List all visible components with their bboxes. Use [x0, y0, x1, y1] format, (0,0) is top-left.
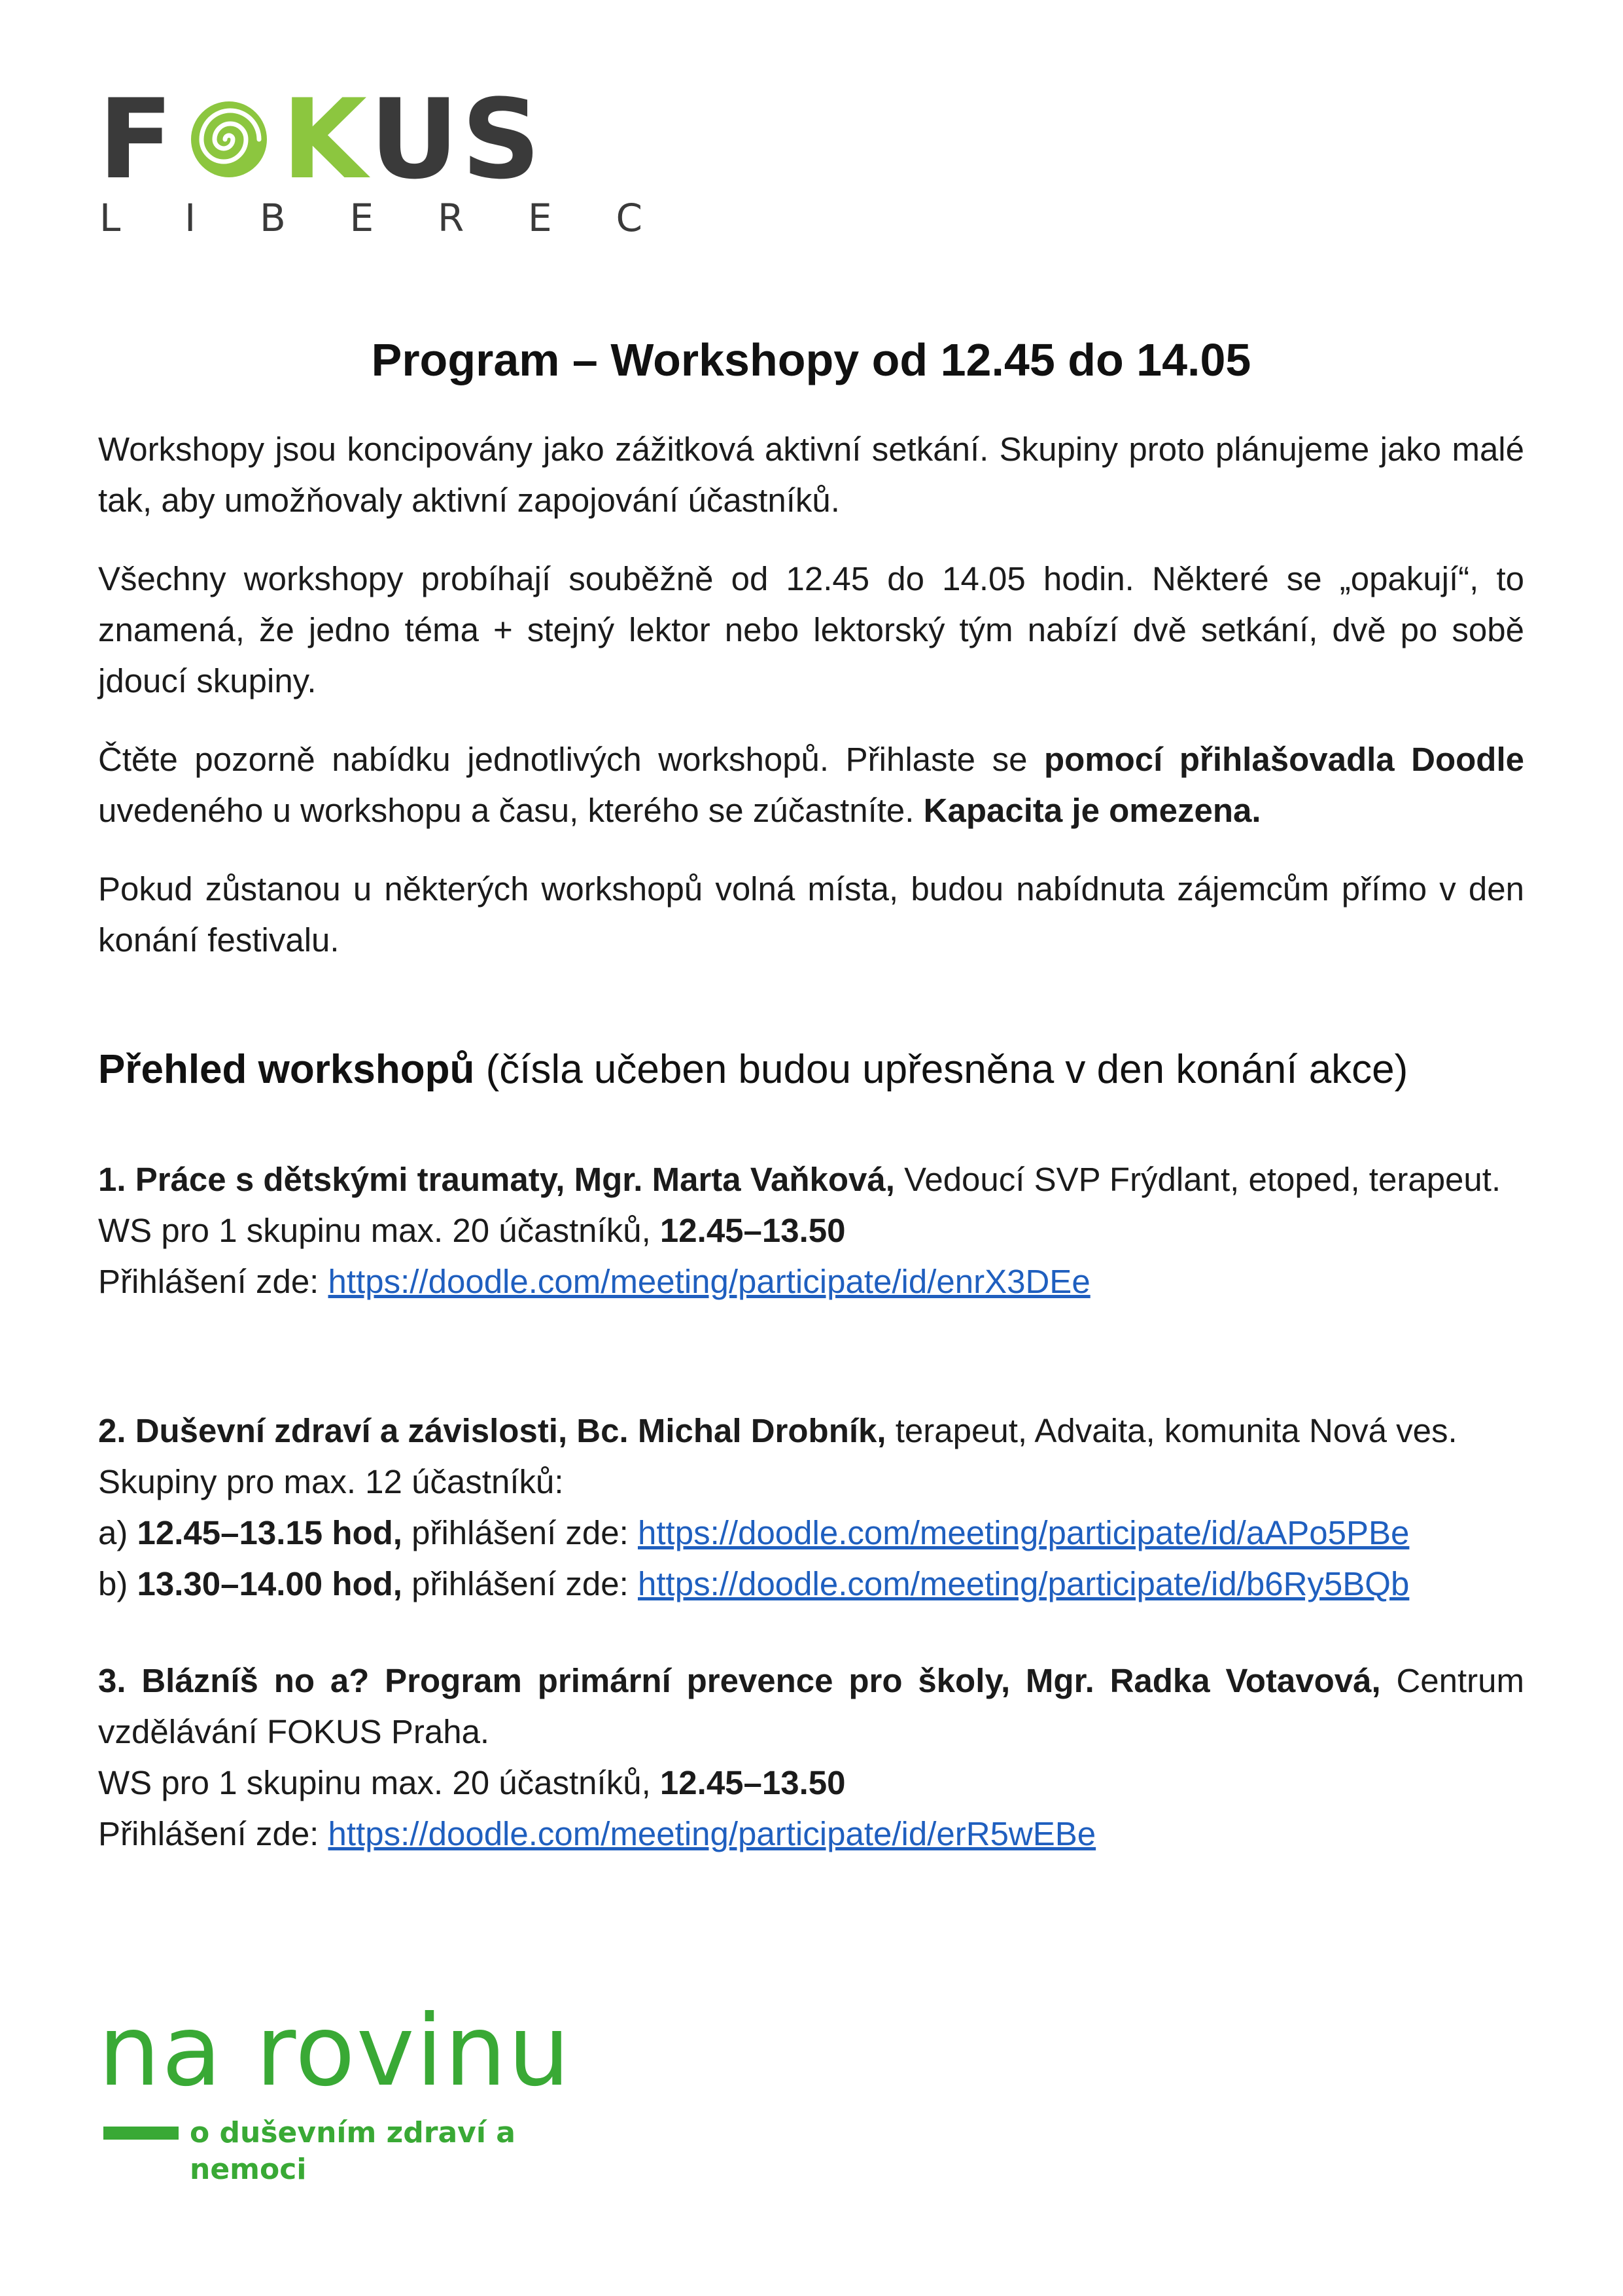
login-label: přihlášení zde:: [402, 1514, 638, 1551]
logo-subtitle-letter: E: [528, 196, 552, 240]
overview-title: Přehled workshopů: [98, 1047, 475, 1092]
workshop-capacity: [98, 1205, 1524, 1256]
doodle-link[interactable]: https://doodle.com/meeting/participate/id/b6Ry5BQb: [638, 1565, 1410, 1602]
workshop-heading: [98, 1655, 1524, 1757]
workshop-heading: [98, 1154, 1524, 1205]
na-rovinu-tagline: o duševním zdraví a nemoci: [190, 2116, 515, 2186]
na-rovinu-wordmark: na rovinu: [98, 1994, 572, 2108]
workshop-heading: [98, 1405, 1524, 1457]
capacity-text: WS pro 1 skupinu max. 20 účastníků,: [98, 1764, 660, 1801]
registration-paragraph: [98, 734, 1524, 836]
workshop-title: 1. Práce s dětskými traumaty, Mgr. Marta Vaňková,: [98, 1161, 895, 1198]
workshop-login: [98, 1256, 1524, 1307]
workshop-time: 12.45–13.50: [659, 1212, 846, 1249]
slot-time: 12.45–13.15 hod,: [137, 1514, 402, 1551]
intro-paragraph: Workshopy jsou koncipovány jako zážitková aktivní setkání. Skupiny proto plánujeme jako malé tak, aby umožňovaly aktivní zapojování účastníků.: [98, 431, 1524, 519]
slot-time: 13.30–14.00 hod,: [137, 1565, 402, 1602]
na-rovinu-logo: [98, 1994, 621, 2186]
login-label: přihlášení zde:: [402, 1565, 638, 1602]
logo-subtitle-letter: E: [349, 196, 374, 240]
workshop-slot-b: [98, 1559, 1524, 1610]
login-label: Přihlášení zde:: [98, 1815, 328, 1852]
fokus-liberec-logo: [98, 75, 654, 247]
logo-subtitle-letter: L: [99, 196, 121, 240]
logo-subtitle-letter: C: [616, 196, 642, 240]
logo-subtitle-letter: R: [437, 196, 464, 240]
workshop-description: terapeut, Advaita, komunita Nová ves.: [886, 1412, 1457, 1449]
slot-prefix: b): [98, 1565, 137, 1602]
logo-letter: S: [461, 75, 544, 203]
page-title: Program – Workshopy od 12.45 do 14.05: [371, 334, 1251, 385]
workshop-2: [98, 1405, 1524, 1610]
schedule-paragraph: Všechny workshopy probíhají souběžně od 12.45 do 14.05 hodin. Některé se „opakují“, to znamená, že jedno téma + stejný lektor nebo lektorský tým nabízí dvě setkání, dvě po sobě jdoucí skupiny.: [98, 560, 1524, 699]
workshop-slot-a: [98, 1508, 1524, 1559]
workshop-title: 3. Blázníš no a? Program primární prevence pro školy, Mgr. Radka Votavová,: [98, 1662, 1381, 1699]
logo-letter: K: [281, 75, 370, 203]
fokus-wordmark: [98, 75, 544, 203]
workshop-capacity: [98, 1757, 1524, 1809]
bold-fragment: pomocí přihlašovadla Doodle: [1043, 741, 1524, 778]
doodle-link[interactable]: https://doodle.com/meeting/participate/id/aAPo5PBe: [638, 1514, 1410, 1551]
workshop-capacity: Skupiny pro max. 12 účastníků:: [98, 1463, 564, 1500]
workshop-title: 2. Duševní zdraví a závislosti, Bc. Michal Drobník,: [98, 1412, 886, 1449]
free-places-paragraph: Pokud zůstanou u některých workshopů volná místa, budou nabídnuta zájemcům přímo v den konání festivalu.: [98, 870, 1524, 959]
spiral-o-icon: [180, 97, 278, 182]
logo-letter: U: [369, 75, 462, 203]
workshop-description: Centrum vzdělávání FOKUS Praha.: [98, 1662, 1524, 1750]
slot-prefix: a): [98, 1514, 137, 1551]
overview-note: (čísla učeben budou upřesněna v den konání akce): [485, 1047, 1408, 1092]
doodle-link[interactable]: https://doodle.com/meeting/participate/id/erR5wEBe: [328, 1815, 1096, 1852]
logo-letter: F: [98, 75, 176, 203]
capacity-text: WS pro 1 skupinu max. 20 účastníků,: [98, 1212, 660, 1249]
workshop-time: 12.45–13.50: [659, 1764, 846, 1801]
capacity-note: Kapacita je omezena.: [923, 792, 1261, 829]
workshop-1: [98, 1154, 1524, 1307]
logo-subtitle-letter: I: [184, 196, 196, 240]
workshop-description: Vedoucí SVP Frýdlant, etoped, terapeut.: [894, 1161, 1501, 1198]
workshop-3: [98, 1655, 1524, 1860]
workshop-login: [98, 1809, 1524, 1860]
text-fragment: uvedeného u workshopu a času, kterého se zúčastníte.: [98, 792, 924, 829]
doodle-link[interactable]: https://doodle.com/meeting/participate/id/enrX3DEe: [328, 1263, 1091, 1300]
text-fragment: Čtěte pozorně nabídku jednotlivých workshopů. Přihlaste se: [98, 741, 1044, 778]
logo-subtitle-letter: B: [259, 196, 286, 240]
login-label: Přihlášení zde:: [98, 1263, 328, 1300]
logo-bar-icon: [103, 2127, 179, 2140]
overview-heading: [98, 1040, 1524, 1099]
liberec-subtitle: [99, 195, 642, 241]
